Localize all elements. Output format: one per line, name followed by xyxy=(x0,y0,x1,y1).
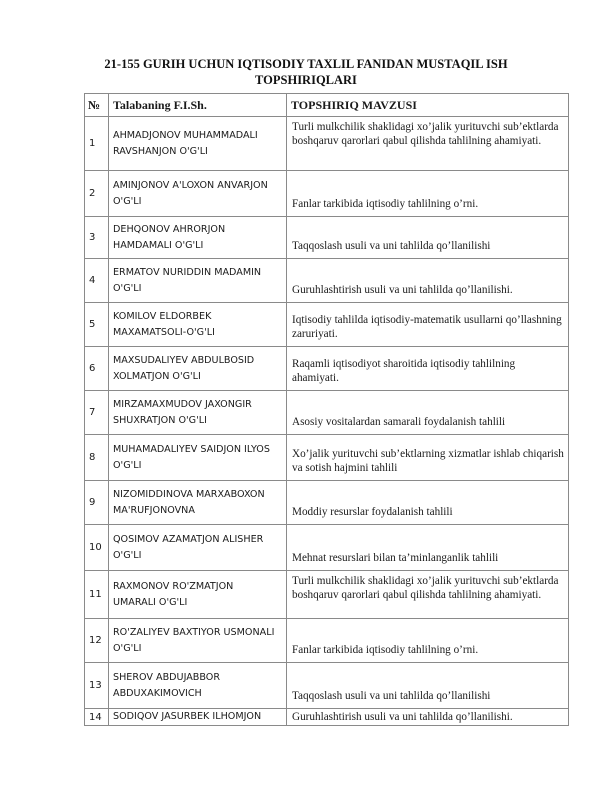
student-name: KOMILOV ELDORBEK MAXAMATSOLI-O'G'LI xyxy=(109,303,287,347)
student-name: AMINJONOV A'LOXON ANVARJON O'G'LI xyxy=(109,171,287,217)
row-number: 3 xyxy=(85,217,109,259)
row-number: 2 xyxy=(85,171,109,217)
document-title xyxy=(0,56,612,88)
row-number: 7 xyxy=(85,391,109,435)
assignment-topic: Taqqoslash usuli va uni tahlilda qo’llanilishi xyxy=(287,663,569,709)
assignment-topic: Moddiy resurslar foydalanish tahlili xyxy=(287,481,569,525)
student-name: MUHAMADALIYEV SAIDJON ILYOS O'G'LI xyxy=(109,435,287,481)
row-number: 10 xyxy=(85,525,109,571)
assignment-topic: Iqtisodiy tahlilda iqtisodiy-matematik usullarni qo’llashning zaruriyati. xyxy=(287,303,569,347)
student-name: QOSIMOV AZAMATJON ALISHER O'G'LI xyxy=(109,525,287,571)
table-row xyxy=(85,117,569,171)
table-row xyxy=(85,259,569,303)
header-number: № xyxy=(85,94,109,117)
assignments-table xyxy=(84,93,569,726)
student-name: RO'ZALIYEV BAXTIYOR USMONALI O'G'LI xyxy=(109,619,287,663)
student-name: SHEROV ABDUJABBOR ABDUXAKIMOVICH xyxy=(109,663,287,709)
student-name: MAXSUDALIYEV ABDULBOSID XOLMATJON O'G'LI xyxy=(109,347,287,391)
table-row xyxy=(85,481,569,525)
assignment-topic: Taqqoslash usuli va uni tahlilda qo’llanilishi xyxy=(287,217,569,259)
row-number: 4 xyxy=(85,259,109,303)
student-name: NIZOMIDDINOVA MARXABOXON MA'RUFJONOVNA xyxy=(109,481,287,525)
document-title-line-1: 21-155 GURIH UCHUN IQTISODIY TAXLIL FANIDAN MUSTAQIL ISH xyxy=(104,57,508,71)
table-row xyxy=(85,303,569,347)
row-number: 11 xyxy=(85,571,109,619)
table-row xyxy=(85,217,569,259)
row-number: 13 xyxy=(85,663,109,709)
assignment-topic: Turli mulkchilik shaklidagi xo’jalik yurituvchi sub’ektlarda boshqaruv qarorlari qabul qilishda tahlilning ahamiyati. xyxy=(287,571,569,619)
assignment-topic: Mehnat resurslari bilan ta’minlanganlik tahlili xyxy=(287,525,569,571)
row-number: 8 xyxy=(85,435,109,481)
student-name: AHMADJONOV MUHAMMADALI RAVSHANJON O'G'LI xyxy=(109,117,287,171)
student-name: DEHQONOV AHRORJON HAMDAMALI O'G'LI xyxy=(109,217,287,259)
student-name: ERMATOV NURIDDIN MADAMIN O'G'LI xyxy=(109,259,287,303)
assignment-topic: Fanlar tarkibida iqtisodiy tahlilning o’rni. xyxy=(287,171,569,217)
row-number: 5 xyxy=(85,303,109,347)
table-row xyxy=(85,525,569,571)
table-header-row xyxy=(85,94,569,117)
assignment-topic: Raqamli iqtisodiyot sharoitida iqtisodiy tahlilning ahamiyati. xyxy=(287,347,569,391)
row-number: 12 xyxy=(85,619,109,663)
table-row xyxy=(85,619,569,663)
row-number: 9 xyxy=(85,481,109,525)
header-topic: TOPSHIRIQ MAVZUSI xyxy=(287,94,569,117)
table-row xyxy=(85,171,569,217)
student-name: SODIQOV JASURBEK ILHOMJON xyxy=(109,709,287,726)
row-number: 14 xyxy=(85,709,109,726)
table-row xyxy=(85,347,569,391)
assignment-topic: Turli mulkchilik shaklidagi xo’jalik yurituvchi sub’ektlarda boshqaruv qarorlari qabul qilishda tahlilning ahamiyati. xyxy=(287,117,569,171)
table-row xyxy=(85,571,569,619)
assignment-topic: Fanlar tarkibida iqtisodiy tahlilning o’rni. xyxy=(287,619,569,663)
table-row xyxy=(85,391,569,435)
header-student: Talabaning F.I.Sh. xyxy=(109,94,287,117)
assignment-topic: Asosiy vositalardan samarali foydalanish tahlili xyxy=(287,391,569,435)
table-row xyxy=(85,709,569,726)
row-number: 6 xyxy=(85,347,109,391)
student-name: RAXMONOV RO'ZMATJON UMARALI O'G'LI xyxy=(109,571,287,619)
document-title-line-2: TOPSHIRIQLARI xyxy=(255,73,357,87)
table-row xyxy=(85,663,569,709)
student-name: MIRZAMAXMUDOV JAXONGIR SHUXRATJON O'G'LI xyxy=(109,391,287,435)
assignment-topic: Guruhlashtirish usuli va uni tahlilda qo’llanilishi. xyxy=(287,259,569,303)
assignment-topic: Guruhlashtirish usuli va uni tahlilda qo’llanilishi. xyxy=(287,709,569,726)
assignment-topic: Xo’jalik yurituvchi sub’ektlarning xizmatlar ishlab chiqarish va sotish hajmini tahlili xyxy=(287,435,569,481)
row-number: 1 xyxy=(85,117,109,171)
table-row xyxy=(85,435,569,481)
